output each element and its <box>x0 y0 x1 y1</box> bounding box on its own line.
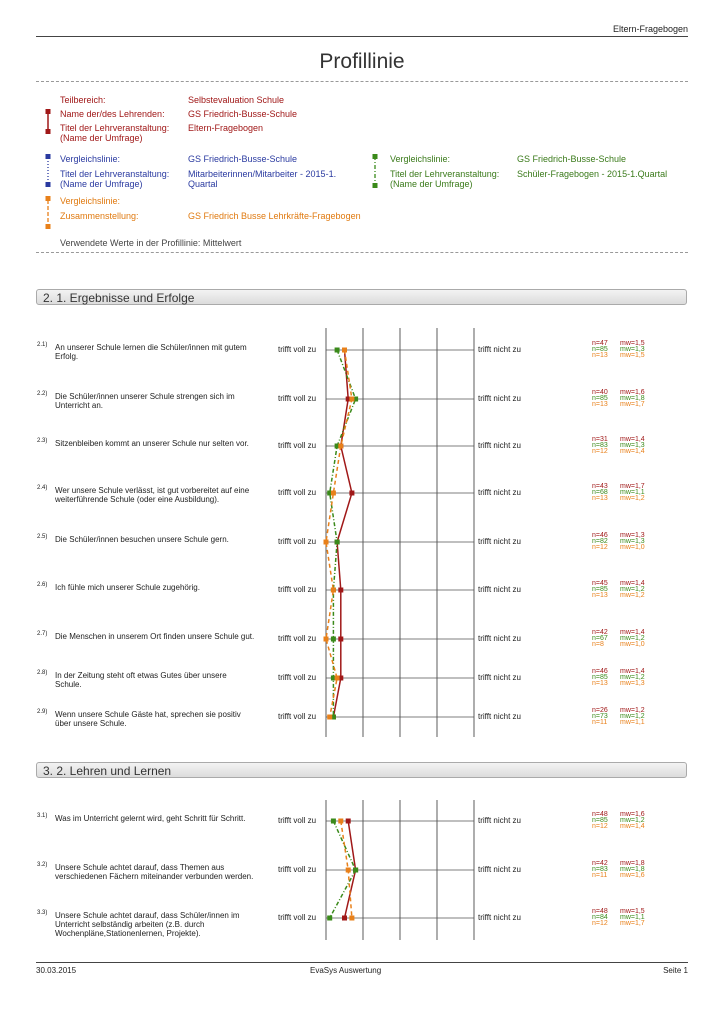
right-pole-label: trifft nicht zu <box>478 865 521 874</box>
right-pole-label: trifft nicht zu <box>478 634 521 643</box>
stat-mw: mw=1,8 <box>620 866 645 873</box>
right-pole-label: trifft nicht zu <box>478 537 521 546</box>
stat-mw: mw=1,5 <box>620 352 645 359</box>
stat-n: n=85 <box>592 586 608 593</box>
question-text: Die Menschen in unserem Ort finden unsere Schule gut. <box>55 632 255 641</box>
page-title: Profillinie <box>319 50 405 73</box>
stat-mw: mw=1,5 <box>620 908 645 915</box>
legend-titel-sub: (Name der Umfrage) <box>60 133 143 143</box>
legend-v1-titel-sub: (Name der Umfrage) <box>60 179 143 189</box>
stat-n: n=47 <box>592 340 608 347</box>
stat-mw: mw=1,8 <box>620 395 645 402</box>
stat-n: n=12 <box>592 920 608 927</box>
question-text: An unserer Schule lernen die Schüler/innen mit gutem Erfolg. <box>55 343 247 361</box>
stat-mw: mw=1,3 <box>620 532 645 539</box>
stat-mw: mw=1,2 <box>620 707 645 714</box>
stat-n: n=82 <box>592 538 608 545</box>
data-point <box>327 916 332 921</box>
stat-mw: mw=1,2 <box>620 817 645 824</box>
legend-lehrende-label: Name der/des Lehrenden: <box>60 109 165 119</box>
question-number: 2.4) <box>37 485 48 491</box>
question-text: In der Zeitung steht oft etwas Gutes über unsere Schule. <box>55 671 227 689</box>
data-point <box>338 819 343 824</box>
stat-n: n=67 <box>592 635 608 642</box>
legend-zus-value: GS Friedrich Busse Lehrkräfte-Fragebogen <box>188 211 361 221</box>
question-text: Unsere Schule achtet darauf, dass Themen aus verschiedenen Fächern miteinander verbunden werden. <box>55 863 254 881</box>
data-point <box>335 348 340 353</box>
data-point <box>346 819 351 824</box>
stat-mw: mw=1,3 <box>620 680 645 687</box>
data-point <box>324 637 329 642</box>
stat-mw: mw=1,1 <box>620 914 645 921</box>
stat-n: n=48 <box>592 811 608 818</box>
question-number: 2.2) <box>37 391 48 397</box>
stat-mw: mw=1,2 <box>620 635 645 642</box>
data-point <box>349 916 354 921</box>
stat-n: n=13 <box>592 495 608 502</box>
data-point <box>331 819 336 824</box>
data-point <box>335 540 340 545</box>
data-point <box>324 540 329 545</box>
stat-mw: mw=1,7 <box>620 401 645 408</box>
question-number: 2.8) <box>37 670 48 676</box>
data-point <box>346 868 351 873</box>
data-point <box>331 637 336 642</box>
footer-center: EvaSys Auswertung <box>310 966 382 975</box>
legend-v3-label: Vergleichslinie: <box>60 196 121 206</box>
stat-n: n=40 <box>592 389 608 396</box>
right-pole-label: trifft nicht zu <box>478 345 521 354</box>
data-point <box>338 588 343 593</box>
right-pole-label: trifft nicht zu <box>478 441 521 450</box>
left-pole-label: trifft voll zu <box>278 441 317 450</box>
question-text: Wer unsere Schule verlässt, ist gut vorbereitet auf eine weiterführende Schule (oder eine Ausbildung). <box>55 486 250 504</box>
stat-n: n=85 <box>592 395 608 402</box>
stat-n: n=48 <box>592 908 608 915</box>
stat-n: n=43 <box>592 483 608 490</box>
data-point <box>353 868 358 873</box>
stat-n: n=85 <box>592 674 608 681</box>
stat-n: n=12 <box>592 448 608 455</box>
data-point <box>338 444 343 449</box>
legend-zus-label: Zusammenstellung: <box>60 211 139 221</box>
stat-mw: mw=1,4 <box>620 668 645 675</box>
stat-n: n=84 <box>592 914 608 921</box>
section-header: 3. 2. Lehren und Lernen <box>36 762 687 778</box>
data-point <box>327 715 332 720</box>
right-pole-label: trifft nicht zu <box>478 913 521 922</box>
stat-n: n=12 <box>592 544 608 551</box>
stat-n: n=13 <box>592 401 608 408</box>
stat-mw: mw=1,4 <box>620 823 645 830</box>
question-number: 2.5) <box>37 534 48 540</box>
footer-date: 30.03.2015 <box>36 966 77 975</box>
left-pole-label: trifft voll zu <box>278 634 317 643</box>
stat-mw: mw=1,1 <box>620 719 645 726</box>
question-number: 3.3) <box>37 910 48 916</box>
stat-mw: mw=1,2 <box>620 674 645 681</box>
legend-teilbereich-label: Teilbereich: <box>60 95 106 105</box>
stat-n: n=11 <box>592 872 608 879</box>
stat-mw: mw=1,2 <box>620 586 645 593</box>
legend-v2-titel-value: Schüler-Fragebogen - 2015-1.Quartal <box>517 169 668 179</box>
data-point <box>335 676 340 681</box>
data-point <box>338 637 343 642</box>
legend-v2-label: Vergleichslinie: <box>390 154 451 164</box>
data-point <box>342 348 347 353</box>
stat-n: n=45 <box>592 580 608 587</box>
question-text: Die Schüler/innen unserer Schule strengen sich im Unterricht an. <box>55 392 235 410</box>
stat-n: n=85 <box>592 817 608 824</box>
legend-v2-titel-sub: (Name der Umfrage) <box>390 179 473 189</box>
question-number: 2.6) <box>37 582 48 588</box>
question-number: 2.1) <box>37 342 48 348</box>
left-pole-label: trifft voll zu <box>278 345 317 354</box>
stat-mw: mw=1,1 <box>620 489 645 496</box>
legend-v1-label: Vergleichslinie: <box>60 154 121 164</box>
left-pole-label: trifft voll zu <box>278 712 317 721</box>
left-pole-label: trifft voll zu <box>278 585 317 594</box>
right-pole-label: trifft nicht zu <box>478 816 521 825</box>
right-pole-label: trifft nicht zu <box>478 394 521 403</box>
legend-v1-titel-label: Titel der Lehrveranstaltung: <box>60 169 170 179</box>
stat-n: n=46 <box>592 668 608 675</box>
data-point <box>342 916 347 921</box>
question-text: Die Schüler/innen besuchen unsere Schule gern. <box>55 535 229 544</box>
document-type: Eltern-Fragebogen <box>612 24 688 34</box>
question-number: 3.2) <box>37 862 48 868</box>
stat-mw: mw=1,3 <box>620 346 645 353</box>
footer-rule <box>36 962 688 963</box>
stat-n: n=11 <box>592 719 608 726</box>
stat-n: n=31 <box>592 436 608 443</box>
stat-n: n=12 <box>592 823 608 830</box>
legend-titel-value: Eltern-Fragebogen <box>188 123 264 133</box>
question-number: 2.3) <box>37 438 48 444</box>
stat-mw: mw=1,7 <box>620 920 645 927</box>
left-pole-label: trifft voll zu <box>278 816 317 825</box>
legend-v2-titel-label: Titel der Lehrveranstaltung: <box>390 169 500 179</box>
stat-n: n=68 <box>592 489 608 496</box>
legend-teilbereich-value: Selbstevaluation Schule <box>188 95 285 105</box>
footer-page: Seite 1 <box>663 966 688 975</box>
stat-n: n=13 <box>592 352 608 359</box>
data-point <box>349 397 354 402</box>
legend-v1-titel-value: Mitarbeiterinnen/Mitarbeiter - 2015-1. Quartal <box>188 169 337 189</box>
right-pole-label: trifft nicht zu <box>478 673 521 682</box>
stat-n: n=42 <box>592 629 608 636</box>
stat-mw: mw=1,6 <box>620 811 645 818</box>
stat-mw: mw=1,3 <box>620 538 645 545</box>
question-number: 3.1) <box>37 813 48 819</box>
stat-n: n=85 <box>592 346 608 353</box>
legend-lehrende-value: GS Friedrich-Busse-Schule <box>188 109 298 119</box>
question-number: 2.7) <box>37 631 48 637</box>
legend-titel-label: Titel der Lehrveranstaltung: <box>60 123 170 133</box>
stat-mw: mw=1,4 <box>620 629 645 636</box>
stat-n: n=46 <box>592 532 608 539</box>
question-number: 2.9) <box>37 709 48 715</box>
right-pole-label: trifft nicht zu <box>478 585 521 594</box>
stat-mw: mw=1,0 <box>620 544 645 551</box>
left-pole-label: trifft voll zu <box>278 865 317 874</box>
stat-n: n=73 <box>592 713 608 720</box>
question-text: Unsere Schule achtet darauf, dass Schüler/innen im Unterricht selbständig arbeiten (z.B. durch Wochenpläne,Stationenlernen, Projekte). <box>55 911 240 938</box>
legend-v2-value: GS Friedrich-Busse-Schule <box>517 154 627 164</box>
left-pole-label: trifft voll zu <box>278 488 317 497</box>
stat-mw: mw=1,4 <box>620 436 645 443</box>
left-pole-label: trifft voll zu <box>278 394 317 403</box>
left-pole-label: trifft voll zu <box>278 913 317 922</box>
right-pole-label: trifft nicht zu <box>478 712 521 721</box>
data-point <box>349 491 354 496</box>
stat-mw: mw=1,8 <box>620 860 645 867</box>
stat-n: n=42 <box>592 860 608 867</box>
stat-mw: mw=1,6 <box>620 389 645 396</box>
stat-n: n=13 <box>592 680 608 687</box>
stat-mw: mw=1,2 <box>620 713 645 720</box>
question-text: Wenn unsere Schule Gäste hat, sprechen sie positiv über unsere Schule. <box>55 710 241 728</box>
stat-mw: mw=1,2 <box>620 495 645 502</box>
left-pole-label: trifft voll zu <box>278 537 317 546</box>
data-point <box>331 588 336 593</box>
stat-mw: mw=1,7 <box>620 483 645 490</box>
values-note: Verwendete Werte in der Profillinie: Mittelwert <box>60 238 242 248</box>
legend-v1-value: GS Friedrich-Busse-Schule <box>188 154 298 164</box>
section-header: 2. 1. Ergebnisse und Erfolge <box>36 289 687 305</box>
stat-mw: mw=1,6 <box>620 872 645 879</box>
stat-n: n=26 <box>592 707 608 714</box>
data-point <box>331 491 336 496</box>
stat-n: n=13 <box>592 592 608 599</box>
stat-n: n=8 <box>592 641 604 648</box>
question-text: Sitzenbleiben kommt an unserer Schule nur selten vor. <box>55 439 249 448</box>
stat-mw: mw=1,4 <box>620 448 645 455</box>
question-text: Was im Unterricht gelernt wird, geht Schritt für Schritt. <box>55 814 246 823</box>
stat-mw: mw=1,2 <box>620 592 645 599</box>
stat-mw: mw=1,4 <box>620 580 645 587</box>
question-text: Ich fühle mich unserer Schule zugehörig. <box>55 583 200 592</box>
stat-mw: mw=1,0 <box>620 641 645 648</box>
left-pole-label: trifft voll zu <box>278 673 317 682</box>
stat-mw: mw=1,5 <box>620 340 645 347</box>
stat-mw: mw=1,3 <box>620 442 645 449</box>
stat-n: n=83 <box>592 442 608 449</box>
right-pole-label: trifft nicht zu <box>478 488 521 497</box>
series-line <box>330 350 356 717</box>
stat-n: n=83 <box>592 866 608 873</box>
